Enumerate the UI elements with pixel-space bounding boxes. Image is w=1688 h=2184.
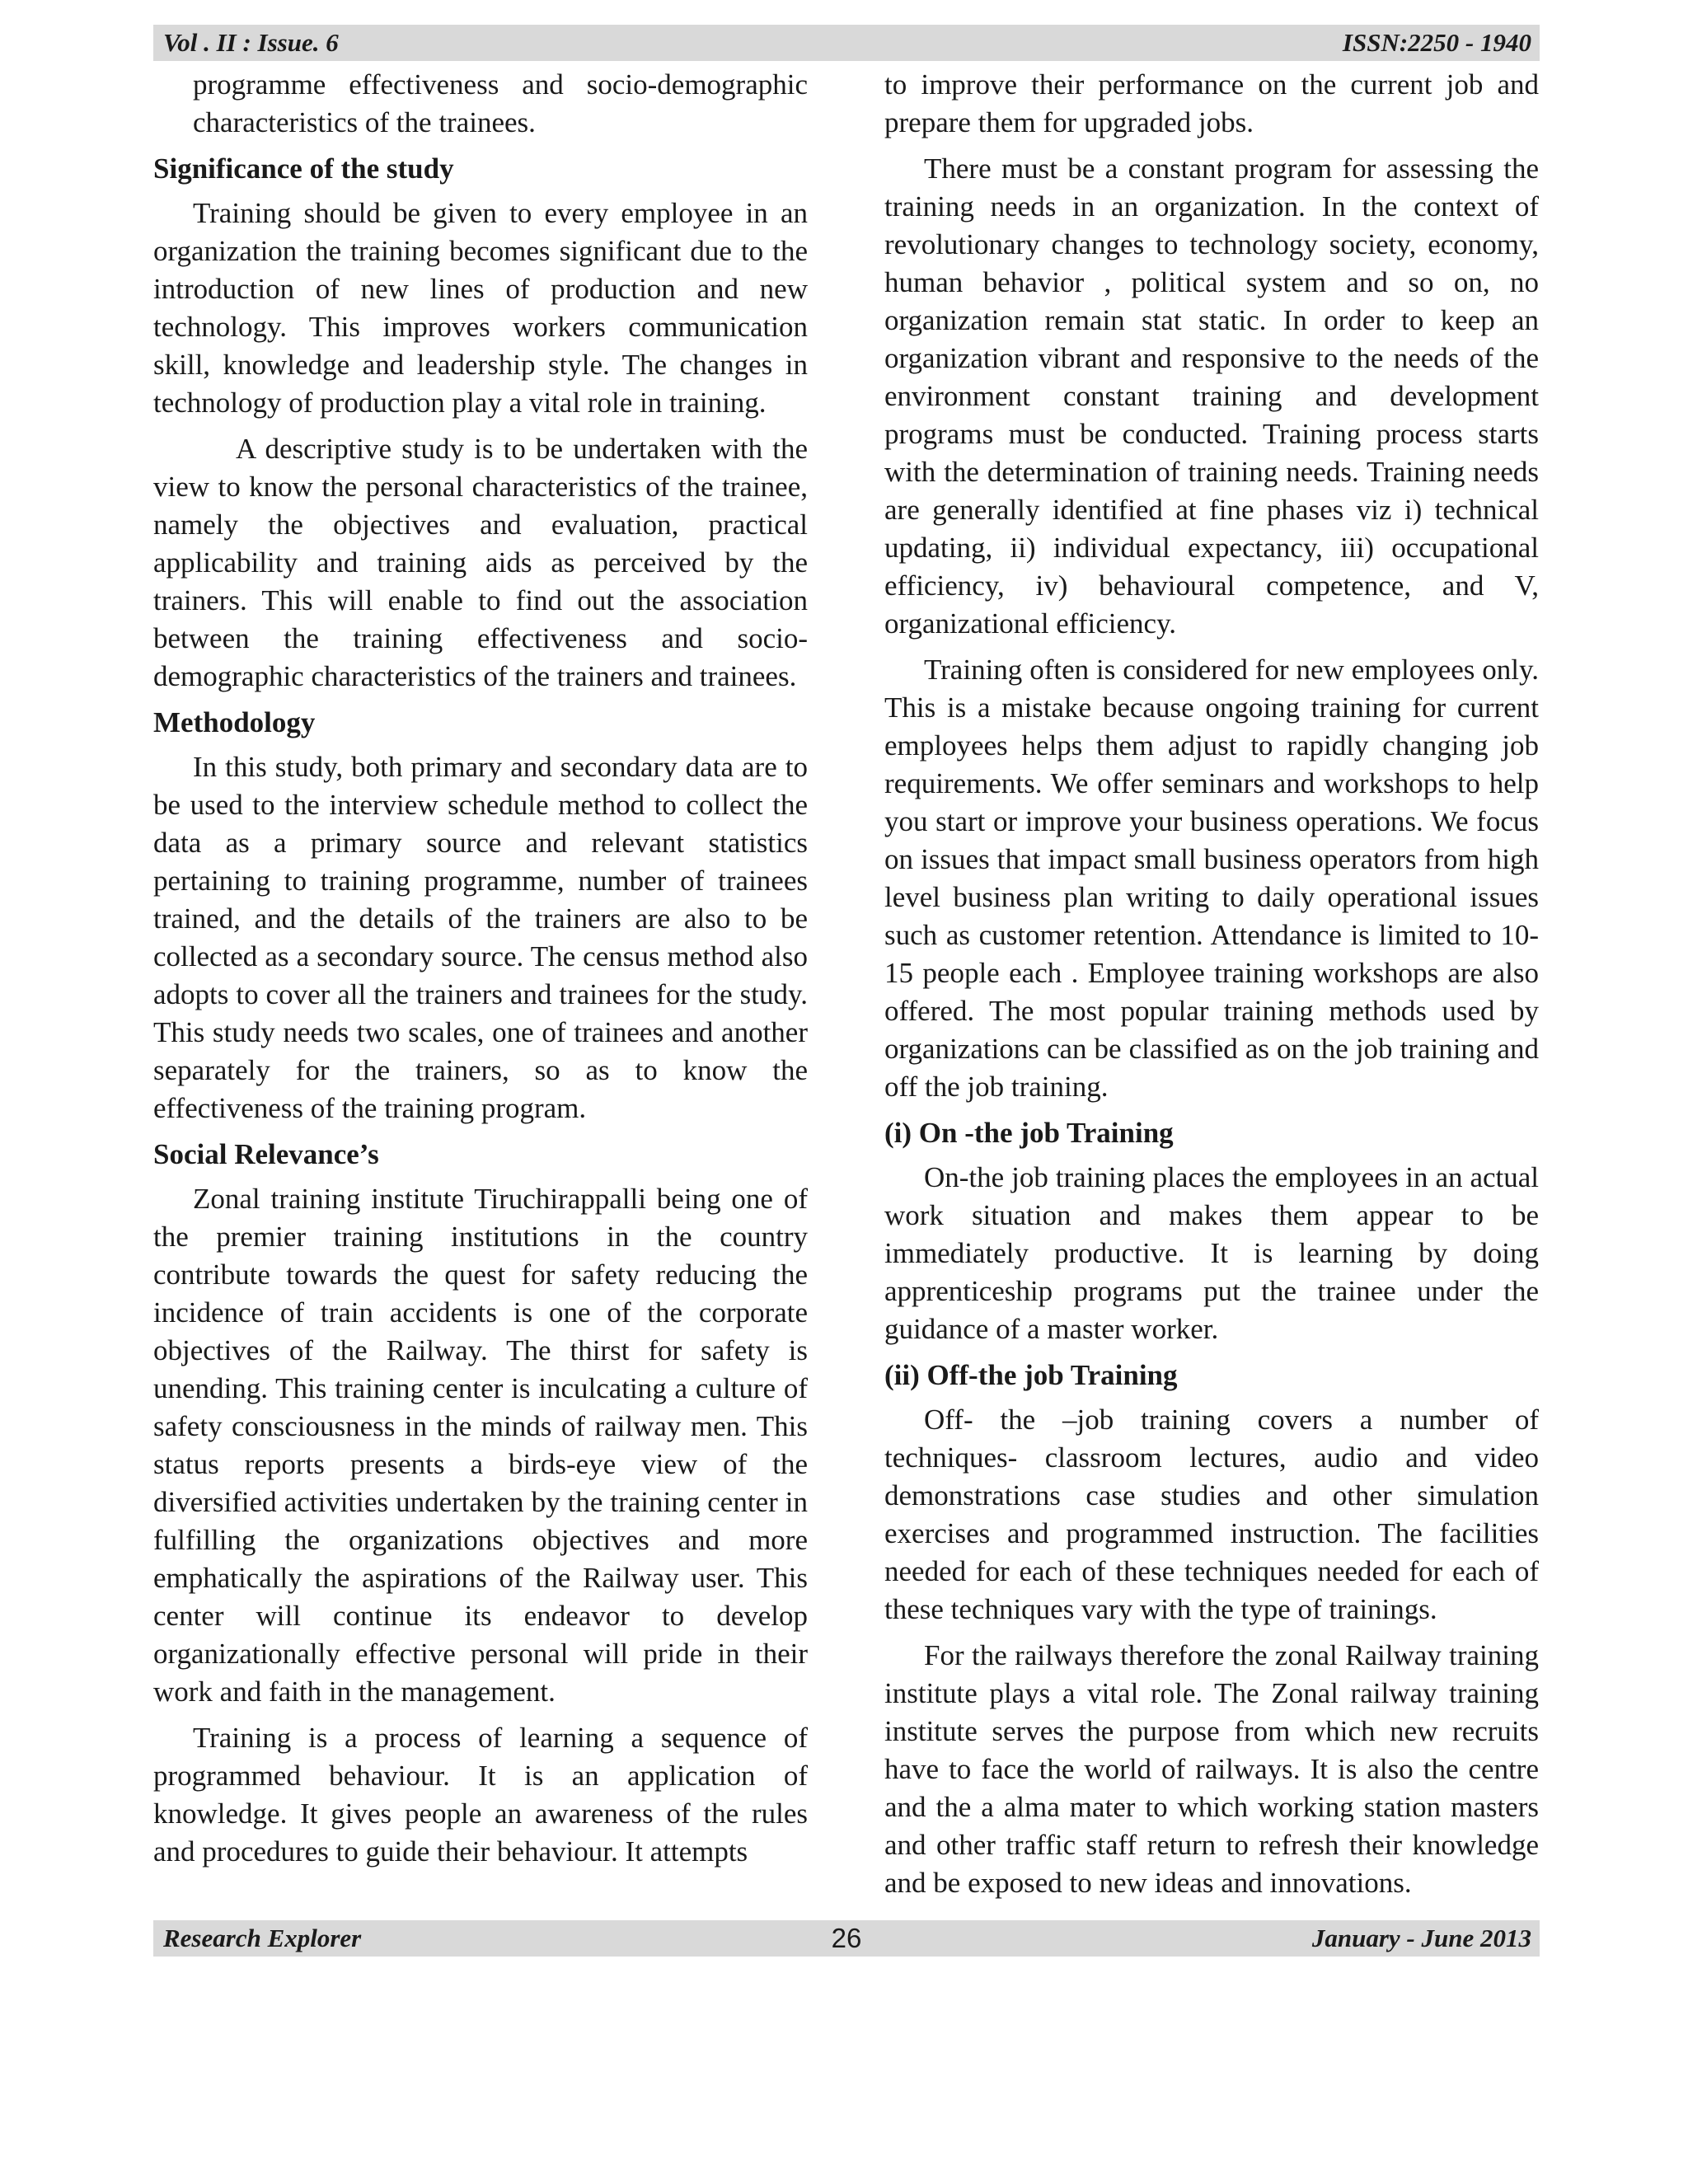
heading-significance: Significance of the study xyxy=(153,152,454,185)
heading-methodology: Methodology xyxy=(153,706,316,738)
paragraph-methodology: In this study, both primary and secondary data are to be used to the interview schedule method to collect the data as a primary source and relevant statistics pertaining to training programme, number of trainees trained, and the details of the trainers are also to be collected as a secondary source. The census method also adopts to cover all the trainers and trainees for the study. This study needs two scales, one of trainees and another separately for the trainers, so as to know the effectiveness of the training program. xyxy=(153,751,808,1124)
paragraph-off-the-job: Off- the –job training covers a number of techniques- classroom lectures, audio and video demonstrations case studies and other simulation exercises and programmed instruction. The facilities needed for each of these techniques needed for each of these techniques vary with the type of trainings. xyxy=(884,1404,1539,1625)
page-number: 26 xyxy=(831,1923,862,1953)
paragraph-training-needs: There must be a constant program for assessing the training needs in an organization. In the context of revolutionary changes to technology society, economy, human behavior , political system and so on, no organization remain stat static. In order to keep an organization vibrant and responsive to the needs of the environment constant training and development programs must be conducted. Training process starts with the determination of training needs. Training needs are generally identified at fine phases viz i) technical updating, ii) individual expectancy, iii) occupational efficiency, iv) behavioural competence, and V, organizational efficiency. xyxy=(884,152,1539,640)
journal-name: Research Explorer xyxy=(163,1924,362,1952)
paragraph-continued-left: programme effectiveness and socio-demographic characteristics of the trainees. xyxy=(193,68,808,138)
paragraph-railways: For the railways therefore the zonal Railway training institute plays a vital role. The Zonal railway training institute serves the purpose from which new recruits have to face the world of railways. It is also the centre and the a alma mater to which working station masters and other traffic staff return to refresh their knowledge and be exposed to new ideas and innovations. xyxy=(884,1639,1539,1899)
paragraph-significance-2: A descriptive study is to be undertaken with the view to know the personal characteristics of the trainee, namely the objectives and evaluation, practical applicability and training aids as perceived by the trainers. This will enable to find out the association between the training effectiveness and socio-demographic characteristics of the trainers and trainees. xyxy=(153,433,808,692)
paragraph-on-the-job: On-the job training places the employees in an actual work situation and makes them appear to be immediately productive. It is learning by doing apprenticeship programs put the trainee under the guidance of a master worker. xyxy=(884,1161,1539,1345)
paragraph-continued-right: to improve their performance on the current job and prepare them for upgraded jobs. xyxy=(884,68,1539,138)
paragraph-significance-1: Training should be given to every employee in an organization the training becomes significant due to the introduction of new lines of production and new technology. This improves workers communication skill, knowledge and leadership style. The changes in technology of production play a vital role in training. xyxy=(153,197,808,419)
left-column xyxy=(153,66,808,1879)
volume-issue: Vol . II : Issue. 6 xyxy=(163,28,339,57)
issn: ISSN:2250 - 1940 xyxy=(1342,28,1531,57)
header-bar xyxy=(153,25,1540,61)
paragraph-social-relevance-1: Zonal training institute Tiruchirappalli being one of the premier training institutions in the country contribute towards the quest for safety reducing the incidence of train accidents is one of the corporate objectives of the Railway. The thirst for safety is unending. This training center is inculcating a culture of safety consciousness in the minds of railway men. This status reports presents a birds-eye view of the diversified activities undertaken by the training center in fulfilling the organizations objectives and more emphatically the aspirations of the Railway user. This center will continue its endeavor to develop organizationally effective personal will pride in their work and faith in the management. xyxy=(153,1183,808,1708)
heading-off-the-job: (ii) Off-the job Training xyxy=(884,1359,1178,1391)
footer-bar xyxy=(153,1920,1540,1957)
heading-on-the-job: (i) On -the job Training xyxy=(884,1117,1174,1149)
paragraph-social-relevance-2: Training is a process of learning a sequence of programmed behaviour. It is an application of knowledge. It gives people an awareness of the rules and procedures to guide their behaviour. It attempts xyxy=(153,1722,808,1868)
right-column xyxy=(884,66,1539,1910)
paragraph-new-employees: Training often is considered for new employees only. This is a mistake because ongoing training for current employees helps them adjust to rapidly changing job requirements. We offer seminars and workshops to help you start or improve your business operations. We focus on issues that impact small business operators from high level business plan writing to daily operational issues such as customer retention. Attendance is limited to 10-15 people each . Employee training workshops are also offered. The most popular training methods used by organizations can be classified as on the job training and off the job training. xyxy=(884,654,1539,1103)
issue-date: January - June 2013 xyxy=(1311,1924,1531,1952)
heading-social-relevance: Social Relevance’s xyxy=(153,1138,379,1170)
